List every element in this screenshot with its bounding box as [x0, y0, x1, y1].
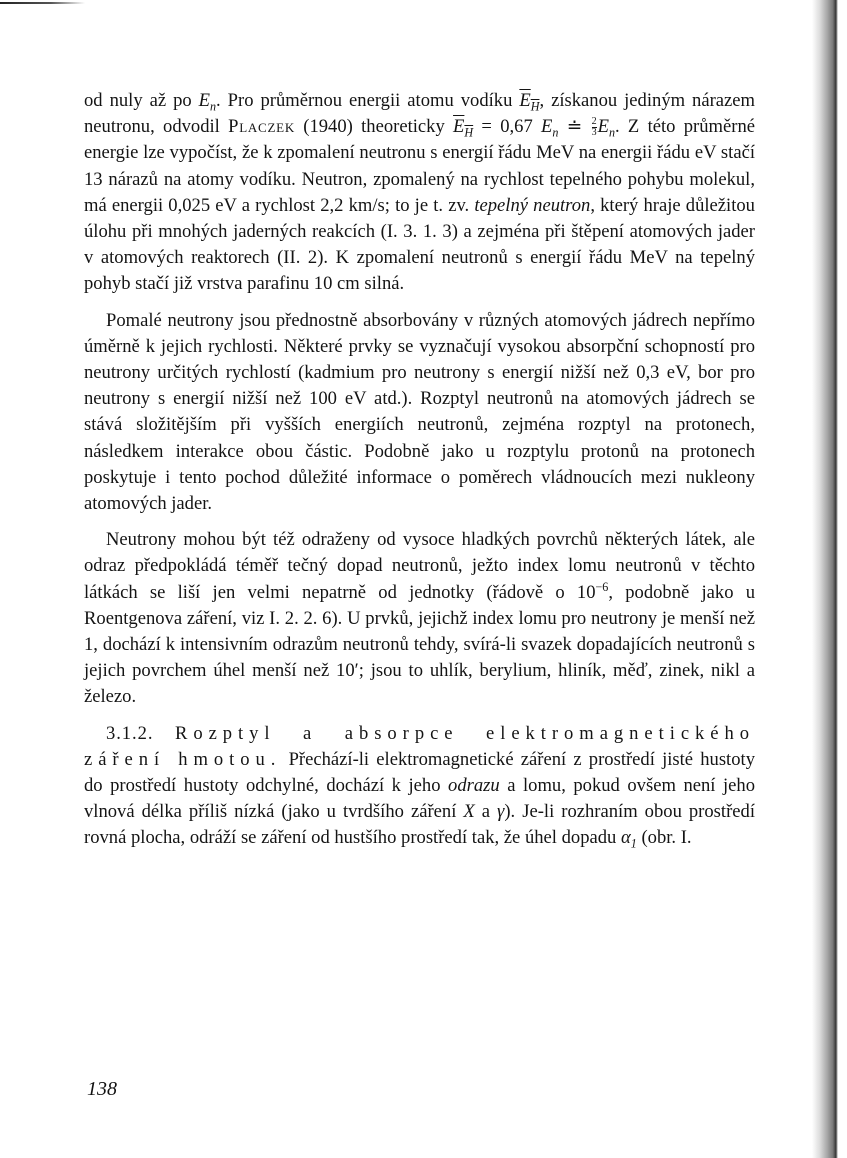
math-alpha-1: $\alpha_1$ [621, 827, 637, 852]
math-fraction-two-thirds: $\frac{2}{3}$ [591, 116, 597, 139]
paragraph-neutron-reflection: Neutrony mohou být též odraženy od vysoce hladkých povrchů některých látek, ale odraz předpokládá téměř tečný dopad neutronů, ježto index lomu neutronů v těchto látkách se liší jen velmi nepatrně od jednotky (řádově o $10^{-6}$, podobně jako u Roentgenova záření, viz I. 2. 2. 6). U prvků, jejichž index lomu pro neutrony je menší než 1, dochází k intensivním odrazům neutronů tehdy, svírá-li svazek dopadajících neutronů s jejich povrchem úhel menší než 10′; jsou to uhlík, berylium, hliník, měď, zinek, nikl a železo. [84, 529, 756, 708]
section-3-1-2: 3.1.2. Rozptyl a absorpce elektromagnetického záření hmotou. Přechází-li elektromagnetické záření z prostředí jisté hustoty do prostředí hustoty odchylné, dochází k jeho odrazu a lomu, pokud ovšem není jeho vlnová délka příliš nízká (jako u tvrdšího záření X a γ). Je-li rozhraním obou prostředí rovná plocha, odráží se záření od hustšího prostředí tak, že úhel dopadu $\alpha_1$ (obr. I. [84, 722, 755, 852]
author-name: Placzek [228, 116, 295, 138]
math-E-n: $E_n$ [198, 90, 217, 114]
paragraph-neutron-moderation: od nuly až po $E_n$. Pro průměrnou energii atomu vodíku $E_H$, získanou jediným nárazem neutronu, odvodil Placzek (1940) theoreticky $E_H = 0,67$ $E_n$ ≐ $\frac{2}{3}$ $E_n$. Z této průměrné energie lze vypočíst, že k zpomalení neutronu s energií řádu MeV na energii řádu eV stačí 13 nárazů na atomy vodíku. Neutron, zpomalený na rychlost tepelného pohybu molekul, má energii 0,025 eV a rychlost 2,2 km/s; to je t. zv. tepelný neutron, který hraje důležitou úlohu při mnohých jaderných reakcích (I. 3. 1. 3) a zejména při štěpení atomových jader v atomových reaktorech (II. 2). K zpomalení neutronů s energií řádu MeV na tepelný pohyb stačí již vrstva parafinu 10 cm silná. [84, 90, 756, 295]
math-X: X [463, 801, 475, 823]
section-number: 3.1.2. [106, 722, 154, 744]
math-E-n: $E_n$ [597, 116, 615, 140]
section-heading: Rozptyl a absorpce elektromagnetického záření hmotou. [84, 722, 755, 770]
math-E-H-mean: $E_H$ [519, 90, 540, 114]
page-number: 138 [87, 1078, 117, 1100]
book-page-body [84, 88, 755, 852]
math-E-H-mean: $E_H$ [453, 116, 474, 140]
math-exponent: −6 [595, 579, 609, 594]
italic-term: tepelný neutron [474, 194, 591, 216]
math-E-n: $E_n$ [541, 116, 559, 140]
scan-edge-rule [0, 2, 85, 4]
italic-term: odrazu [448, 775, 500, 797]
book-binding-shadow [812, 0, 838, 1158]
paragraph-slow-neutron-absorption: Pomalé neutrony jsou přednostně absorbovány v různých atomových jádrech nepřímo úměrně k jejich rychlosti. Některé prvky se vyznačují vysokou absorpční schopností pro neutrony určitých rychlostí (kadmium pro neutrony s energií nižší než 0,3 eV, bor pro neutrony s energií nižší než 100 eV atd.). Rozptyl neutronů na atomových jádrech se stává složitějším při vyšších energiích neutronů, zejména rozptyl na protonech, následkem interakce obou částic. Podobně jako u rozptylu protonů na protonech poskytuje i tento pochod důležité informace o poměrech vládnoucích mezi nukleony atomových jader. [84, 309, 755, 515]
math-gamma: γ [497, 801, 505, 823]
